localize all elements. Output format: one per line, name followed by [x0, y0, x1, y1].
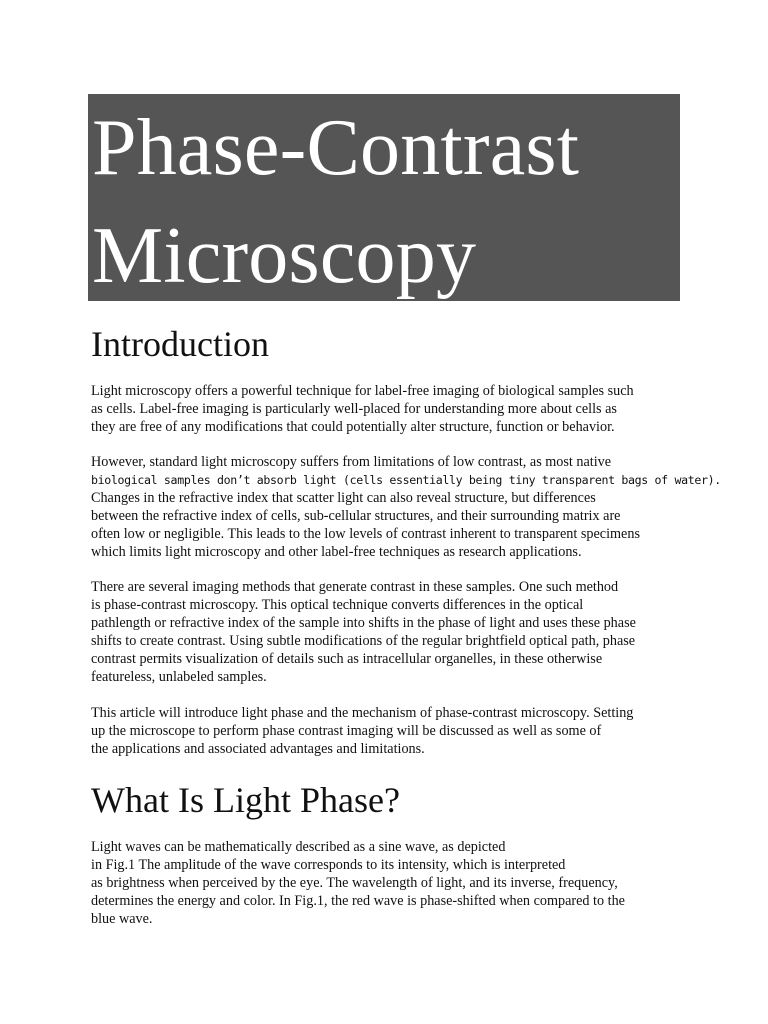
paragraph-line: biological samples don’t absorb light (cells essentially being tiny transparent bags of water).	[91, 472, 721, 487]
paragraph-line: However, standard light microscopy suffers from limitations of low contrast, as most native	[91, 454, 612, 470]
paragraph-line: in Fig.1 The amplitude of the wave corresponds to its intensity, which is interpreted	[91, 856, 566, 873]
paragraph-line: between the refractive index of cells, sub-cellular structures, and their surrounding matrix are	[91, 507, 621, 524]
paragraph-line: contrast permits visualization of details such as intracellular organelles, in these otherwise	[91, 650, 603, 667]
paragraph-line: is phase-contrast microscopy. This optical technique converts differences in the optical	[91, 596, 584, 613]
paragraph-line: Light waves can be mathematically described as a sine wave, as depicted	[91, 839, 506, 855]
paragraph-line: shifts to create contrast. Using subtle modifications of the regular brightfield optical path, phase	[91, 632, 636, 649]
paragraph-line: Light microscopy offers a powerful technique for label-free imaging of biological samples such	[91, 383, 634, 399]
paragraph-line: as cells. Label-free imaging is particularly well-placed for understanding more about cells as	[91, 400, 617, 417]
paragraph-line: Changes in the refractive index that scatter light can also reveal structure, but differences	[91, 489, 596, 506]
paragraph-line: blue wave.	[91, 910, 153, 927]
paragraph-line: the applications and associated advantages and limitations.	[91, 740, 425, 757]
paragraph-line: This article will introduce light phase and the mechanism of phase-contrast microscopy. Setting	[91, 705, 634, 721]
page-title-line-1: Phase-Contrast	[92, 104, 580, 192]
paragraph-line: pathlength or refractive index of the sample into shifts in the phase of light and uses these phase	[91, 614, 636, 631]
paragraph-line: up the microscope to perform phase contrast imaging will be discussed as well as some of	[91, 722, 602, 739]
paragraph-line: as brightness when perceived by the eye. The wavelength of light, and its inverse, frequency,	[91, 874, 618, 891]
section-heading-light-phase: What Is Light Phase?	[91, 780, 400, 820]
paragraph-line: they are free of any modifications that could potentially alter structure, function or behavior.	[91, 418, 615, 435]
paragraph-line: often low or negligible. This leads to the low levels of contrast inherent to transparent specimens	[91, 525, 640, 542]
light-phase-paragraph-1	[91, 839, 681, 929]
intro-paragraph-3	[91, 579, 681, 686]
intro-paragraph-1	[91, 383, 681, 437]
title-banner	[88, 94, 680, 301]
paragraph-line: determines the energy and color. In Fig.1, the red wave is phase-shifted when compared to the	[91, 892, 625, 909]
page-title-line-2: Microscopy	[92, 212, 477, 300]
section-heading-introduction: Introduction	[91, 324, 269, 364]
intro-paragraph-2	[91, 454, 721, 561]
intro-paragraph-4	[91, 705, 681, 759]
paragraph-line: featureless, unlabeled samples.	[91, 668, 267, 685]
paragraph-line: There are several imaging methods that generate contrast in these samples. One such method	[91, 579, 619, 595]
paragraph-line: which limits light microscopy and other label-free techniques as research applications.	[91, 543, 582, 560]
